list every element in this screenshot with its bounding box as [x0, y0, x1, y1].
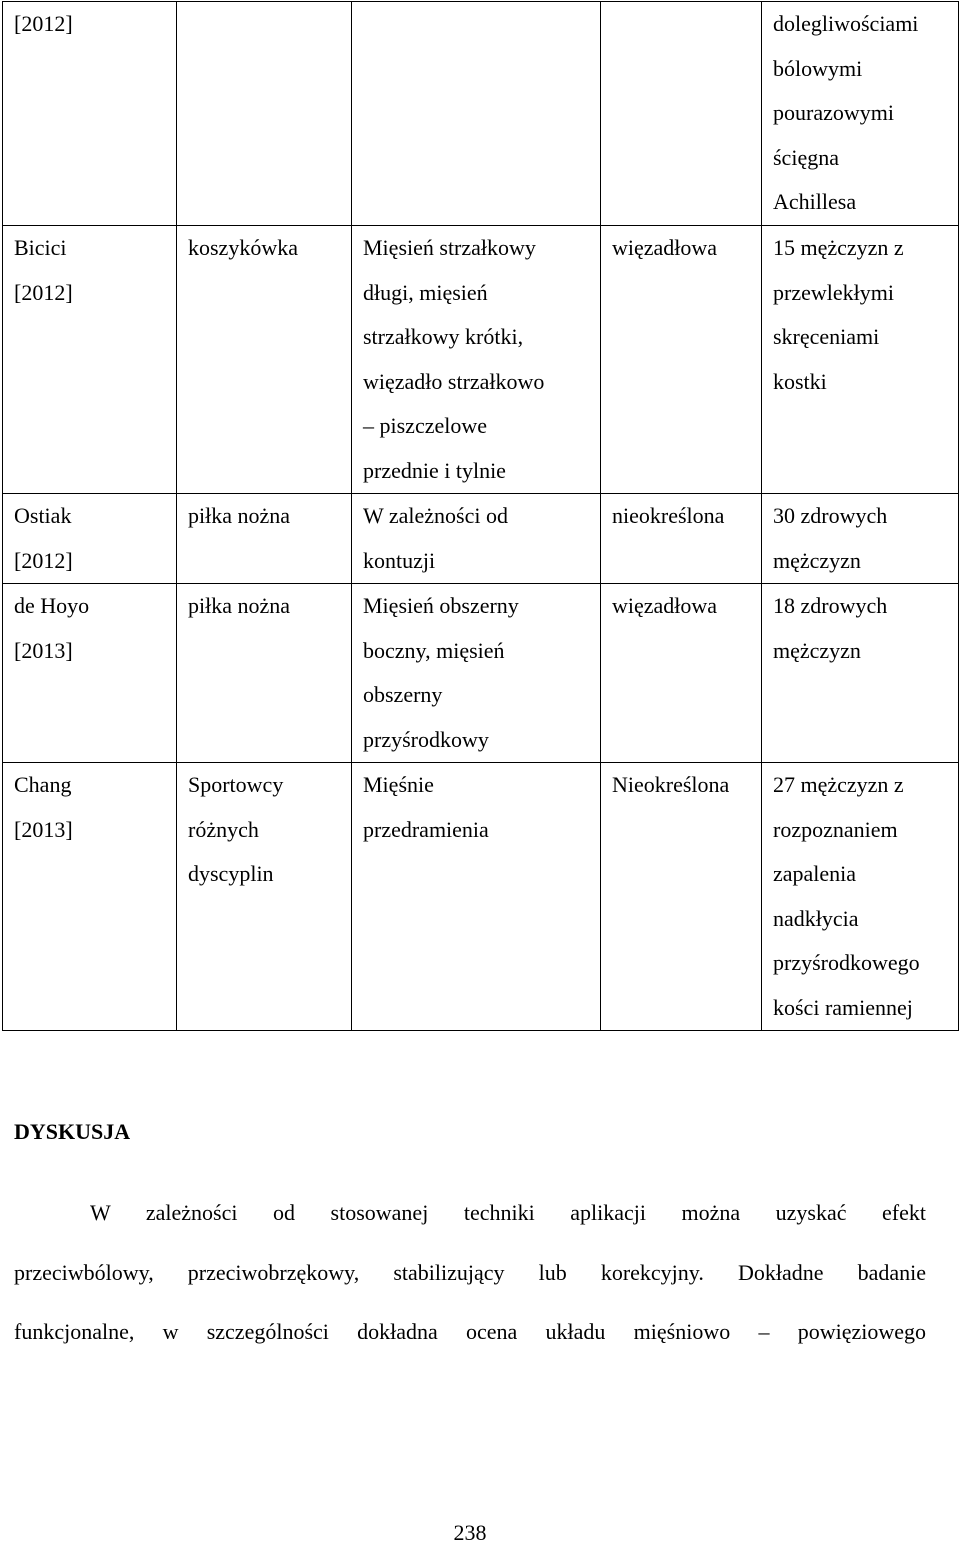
paragraph-line: W zależności od stosowanej techniki aplikacji można uzyskać efekt — [90, 1200, 926, 1225]
cell-line: dolegliwościami — [773, 11, 919, 36]
cell-line: boczny, mięsień — [363, 637, 505, 663]
cell-author — [3, 494, 177, 584]
table-row — [3, 494, 959, 584]
cell-line: ścięgna — [773, 144, 839, 170]
cell-line: nieokreślona — [612, 503, 725, 528]
cell-group — [762, 2, 959, 226]
cell-line: Ostiak — [14, 503, 72, 528]
cell-group — [762, 584, 959, 763]
cell-line: 15 mężczyzn z — [773, 235, 904, 260]
cell-line: mężczyzn — [773, 637, 861, 663]
cell-line: długi, mięsień — [363, 279, 488, 305]
cell-line: rozpoznaniem — [773, 816, 898, 842]
cell-line: – piszczelowe — [363, 413, 487, 438]
section-heading: DYSKUSJA — [14, 1119, 131, 1144]
literature-table — [2, 1, 959, 1031]
cell-line: przednie i tylnie — [363, 457, 506, 483]
cell-line: różnych — [188, 816, 259, 842]
cell-line: kostki — [773, 368, 827, 394]
cell-line: przedramienia — [363, 816, 489, 842]
cell-line: skręceniami — [773, 324, 880, 349]
cell-line: więzadłowa — [612, 593, 718, 618]
cell-line: pourazowymi — [773, 100, 894, 125]
cell-line: przyśrodkowego — [773, 950, 920, 975]
cell-line: przyśrodkowy — [363, 726, 489, 752]
cell-group — [762, 763, 959, 1031]
table-row — [3, 763, 959, 1031]
cell-line: 30 zdrowych — [773, 503, 888, 528]
cell-line: Mięsień obszerny — [363, 593, 519, 618]
cell-line: Mięśnie — [363, 772, 434, 797]
cell-line: bólowymi — [773, 55, 863, 81]
cell-group — [762, 494, 959, 584]
cell-line: [2012] — [14, 547, 73, 573]
cell-technique — [601, 494, 762, 584]
cell-author — [3, 226, 177, 494]
cell-author — [3, 763, 177, 1031]
cell-line: zapalenia — [773, 861, 857, 886]
cell-line: nadkłycia — [773, 905, 859, 931]
cell-line: dyscyplin — [188, 861, 274, 886]
cell-sport — [177, 763, 352, 1031]
cell-line: więzadłowa — [612, 235, 718, 260]
cell-line: Mięsień strzałkowy — [363, 235, 536, 260]
discussion-paragraph — [14, 1197, 926, 1376]
cell-author — [3, 2, 177, 226]
cell-author — [3, 584, 177, 763]
cell-sport — [177, 494, 352, 584]
cell-technique — [601, 226, 762, 494]
cell-technique — [601, 584, 762, 763]
cell-line: [2013] — [14, 637, 73, 663]
page-number: 238 — [453, 1520, 487, 1545]
cell-line: [2012] — [14, 11, 73, 36]
cell-line: 27 mężczyzn z — [773, 772, 904, 797]
cell-sport — [177, 226, 352, 494]
cell-line: piłka nożna — [188, 593, 291, 618]
table-row — [3, 226, 959, 494]
cell-muscle — [352, 494, 601, 584]
paragraph-line: przeciwbólowy, przeciwobrzękowy, stabilizujący lub korekcyjny. Dokładne badanie — [14, 1259, 926, 1285]
cell-line: strzałkowy krótki, — [363, 324, 524, 349]
cell-line: [2013] — [14, 816, 73, 842]
cell-muscle — [352, 584, 601, 763]
cell-line: koszykówka — [188, 235, 298, 260]
cell-line: kontuzji — [363, 547, 436, 573]
cell-muscle — [352, 2, 601, 226]
paragraph-line: funkcjonalne, w szczególności dokładna ocena układu mięśniowo – powięziowego — [14, 1319, 926, 1344]
cell-line: Chang — [14, 772, 72, 797]
cell-line: Sportowcy — [188, 772, 284, 797]
cell-line: kości ramiennej — [773, 994, 913, 1020]
cell-line: [2012] — [14, 279, 73, 305]
cell-line: przewlekłymi — [773, 279, 894, 305]
cell-muscle — [352, 763, 601, 1031]
cell-sport — [177, 2, 352, 226]
cell-line: Bicici — [14, 235, 67, 260]
table-body — [3, 2, 959, 1031]
table-row — [3, 2, 959, 226]
cell-line: Nieokreślona — [612, 772, 730, 797]
cell-line: obszerny — [363, 682, 443, 707]
table-row — [3, 584, 959, 763]
cell-technique — [601, 763, 762, 1031]
cell-line: W zależności od — [363, 503, 508, 528]
cell-line: piłka nożna — [188, 503, 291, 528]
cell-sport — [177, 584, 352, 763]
cell-line: mężczyzn — [773, 547, 861, 573]
cell-line: de Hoyo — [14, 593, 90, 618]
cell-technique — [601, 2, 762, 226]
cell-line: więzadło strzałkowo — [363, 368, 545, 394]
cell-muscle — [352, 226, 601, 494]
cell-line: Achillesa — [773, 189, 857, 214]
cell-group — [762, 226, 959, 494]
cell-line: 18 zdrowych — [773, 593, 888, 618]
